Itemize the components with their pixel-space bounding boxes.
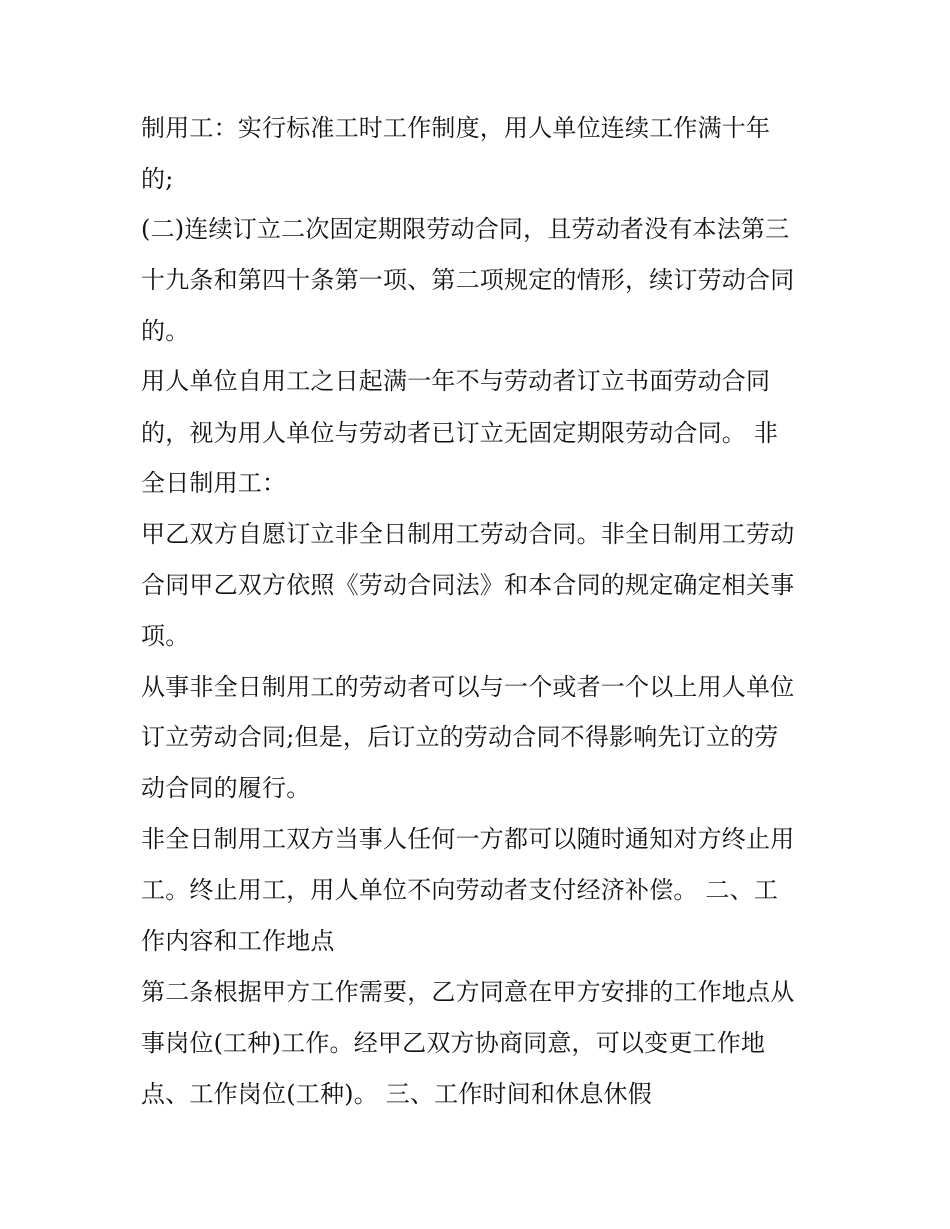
text-line: 从事非全日制用工的劳动者可以与一个或者一个以上用人单位	[141, 673, 795, 701]
text-line: 合同甲乙双方依照《劳动合同法》和本合同的规定确定相关事	[141, 571, 795, 599]
text-line: 的，视为用人单位与劳动者已订立无固定期限劳动合同。 非	[141, 419, 779, 447]
text-line: 甲乙双方自愿订立非全日制用工劳动合同。非全日制用工劳动	[141, 520, 795, 548]
text-line: 全日制用工：	[141, 469, 287, 497]
text-line: 非全日制用工双方当事人任何一方都可以随时通知对方终止用	[141, 825, 795, 853]
text-line: 的;	[141, 165, 174, 193]
text-line: 工。终止用工，用人单位不向劳动者支付经济补偿。 二、工	[141, 876, 779, 904]
text-line: 制用工：实行标准工时工作制度，用人单位连续工作满十年	[141, 114, 771, 142]
text-line: 项。	[141, 622, 190, 650]
text-line: (二)连续订立二次固定期限劳动合同，且劳动者没有本法第三	[141, 215, 790, 243]
text-line: 事岗位(工种)工作。经甲乙双方协商同意，可以变更工作地	[141, 1029, 766, 1057]
text-line: 点、工作岗位(工种)。 三、工作时间和休息休假	[141, 1080, 652, 1108]
text-line: 的。	[141, 317, 190, 345]
text-line: 用人单位自用工之日起满一年不与劳动者订立书面劳动合同	[141, 367, 771, 395]
text-line: 第二条根据甲方工作需要，乙方同意在甲方安排的工作地点从	[141, 978, 795, 1006]
text-line: 作内容和工作地点	[141, 927, 335, 955]
text-line: 动合同的履行。	[141, 774, 311, 802]
text-line: 十九条和第四十条第一项、第二项规定的情形，续订劳动合同	[141, 266, 795, 294]
text-line: 订立劳动合同;但是，后订立的劳动合同不得影响先订立的劳	[141, 723, 779, 751]
